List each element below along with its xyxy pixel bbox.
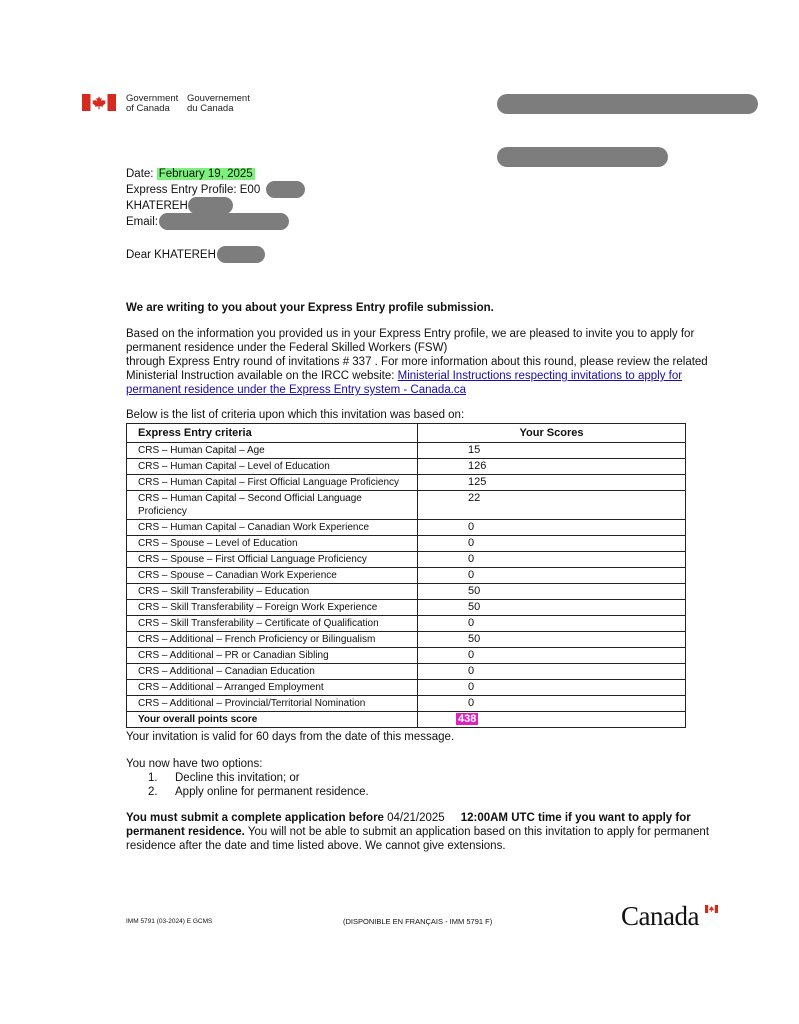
table-row <box>127 520 686 536</box>
options-intro: You now have two options: <box>126 758 263 770</box>
canada-wordmark <box>621 901 721 933</box>
criteria-cell: CRS – Additional – Provincial/Territorial Nomination <box>127 696 418 712</box>
score-cell: 125 <box>418 475 686 491</box>
option-1: 1. Decline this invitation; or <box>148 772 300 784</box>
table-row <box>127 443 686 459</box>
gov-en-line1: Government <box>126 93 179 104</box>
criteria-intro: Below is the list of criteria upon which this invitation was based on: <box>126 409 465 421</box>
score-cell: 22 <box>418 491 686 520</box>
total-score: 438 <box>458 713 477 725</box>
table-row <box>127 664 686 680</box>
criteria-cell: CRS – Human Capital – Canadian Work Experience <box>127 520 418 536</box>
date-label: Date: <box>126 168 154 180</box>
table-row <box>127 536 686 552</box>
criteria-cell: CRS – Spouse – Level of Education <box>127 536 418 552</box>
table-row <box>127 491 686 520</box>
para1-line5 <box>126 383 708 397</box>
criteria-cell: CRS – Human Capital – Second Official Language Proficiency <box>127 491 418 520</box>
criteria-cell: CRS – Additional – French Proficiency or Bilingualism <box>127 632 418 648</box>
score-cell: 126 <box>418 459 686 475</box>
redacted-address-1 <box>497 94 758 114</box>
score-cell: 50 <box>418 632 686 648</box>
gov-fr-line2: du Canada <box>187 103 234 114</box>
criteria-cell: CRS – Human Capital – First Official Language Proficiency <box>127 475 418 491</box>
options-block <box>126 757 369 799</box>
table-row <box>127 616 686 632</box>
gov-signature <box>82 94 252 114</box>
name-line <box>126 199 188 213</box>
score-cell: 0 <box>418 696 686 712</box>
criteria-cell: CRS – Skill Transferability – Foreign Work Experience <box>127 600 418 616</box>
score-cell: 15 <box>418 443 686 459</box>
table-row <box>127 648 686 664</box>
score-cell: 50 <box>418 584 686 600</box>
table-row <box>127 696 686 712</box>
email-label: Email: <box>126 216 158 228</box>
deadline-rest-1: You will not be able to submit an application based on this invitation to apply for permanent <box>244 826 710 838</box>
date-value: February 19, 2025 <box>158 168 253 180</box>
french-note: (DISPONIBLE EN FRANÇAIS - IMM 5791 F) <box>343 917 493 926</box>
deadline-paragraph <box>126 811 709 853</box>
table-row <box>127 632 686 648</box>
email-line <box>126 215 158 229</box>
table-row <box>127 475 686 491</box>
criteria-cell: CRS – Additional – Canadian Education <box>127 664 418 680</box>
wordmark-flag-icon <box>705 905 718 913</box>
deadline-bold-1: You must submit a complete application before <box>126 812 384 824</box>
table-row <box>127 552 686 568</box>
table-header-row <box>127 424 686 443</box>
score-cell: 0 <box>418 536 686 552</box>
ministerial-instructions-link[interactable]: Ministerial Instructions respecting invitations to apply for <box>397 370 683 382</box>
table-row <box>127 600 686 616</box>
subject-heading: We are writing to you about your Express Entry profile submission. <box>126 302 494 314</box>
score-cell: 0 <box>418 680 686 696</box>
criteria-cell: CRS – Human Capital – Age <box>127 443 418 459</box>
score-cell: 0 <box>418 552 686 568</box>
criteria-column-header: Express Entry criteria <box>127 424 418 443</box>
scores-column-header: Your Scores <box>418 424 686 443</box>
redacted-address-2 <box>497 147 668 167</box>
deadline-bold-2: 12:00AM UTC time if you want to apply for <box>460 812 691 824</box>
wordmark-text: Canada <box>621 901 699 931</box>
gov-fr-line1: Gouvernement <box>187 93 250 104</box>
criteria-cell: CRS – Spouse – First Official Language Proficiency <box>127 552 418 568</box>
ministerial-instructions-link-cont[interactable]: permanent residence under the Express Entry system - Canada.ca <box>126 384 467 396</box>
criteria-cell: CRS – Spouse – Canadian Work Experience <box>127 568 418 584</box>
recipient-name: KHATEREH <box>126 200 188 212</box>
option-2: 2. Apply online for permanent residence. <box>148 786 369 798</box>
salutation: Dear KHATEREH <box>126 249 216 261</box>
para1-line2: permanent residence under the Federal Skilled Workers (FSW) <box>126 342 448 354</box>
criteria-cell: CRS – Skill Transferability – Education <box>127 584 418 600</box>
redacted-email <box>159 213 289 230</box>
table-row <box>127 680 686 696</box>
date-line <box>126 167 255 181</box>
criteria-cell: CRS – Human Capital – Level of Education <box>127 459 418 475</box>
score-cell: 0 <box>418 648 686 664</box>
redacted-salutation-surname <box>217 246 265 263</box>
criteria-table <box>126 423 686 728</box>
table-row <box>127 584 686 600</box>
redacted-surname <box>188 197 233 214</box>
deadline-rest-2: residence after the date and time listed above. We cannot give extensions. <box>126 840 506 852</box>
para1-line1: Based on the information you provided us in your Express Entry profile, we are pleased to invite you to apply for <box>126 328 695 340</box>
criteria-cell: CRS – Additional – Arranged Employment <box>127 680 418 696</box>
gov-en-line2: of Canada <box>126 103 170 114</box>
form-code: IMM 5791 (03-2024) E GCMS <box>126 918 213 925</box>
validity-text: Your invitation is valid for 60 days from the date of this message. <box>126 731 455 743</box>
para1-line4: Ministerial Instruction available on the IRCC website: Ministerial Instructions respecting invitations to apply for <box>126 370 683 382</box>
table-row <box>127 459 686 475</box>
profile-label: Express Entry Profile: E00 <box>126 184 261 196</box>
canada-flag-icon <box>82 94 116 111</box>
total-label: Your overall points score <box>127 712 418 728</box>
deadline-date: 04/21/2025 <box>383 812 445 824</box>
para1-line3: through Express Entry round of invitations # 337 . For more information about this round, please review the related <box>126 356 708 368</box>
profile-line <box>126 183 260 197</box>
redacted-profile-number <box>266 181 305 198</box>
score-cell: 0 <box>418 664 686 680</box>
criteria-cell: CRS – Additional – PR or Canadian Sibling <box>127 648 418 664</box>
score-cell: 0 <box>418 520 686 536</box>
score-cell: 50 <box>418 600 686 616</box>
intro-paragraph <box>126 327 708 397</box>
criteria-cell: CRS – Skill Transferability – Certificate of Qualification <box>127 616 418 632</box>
score-cell: 0 <box>418 616 686 632</box>
table-row <box>127 568 686 584</box>
total-row <box>127 712 686 728</box>
deadline-bold-3: permanent residence. <box>126 826 245 838</box>
score-cell: 0 <box>418 568 686 584</box>
